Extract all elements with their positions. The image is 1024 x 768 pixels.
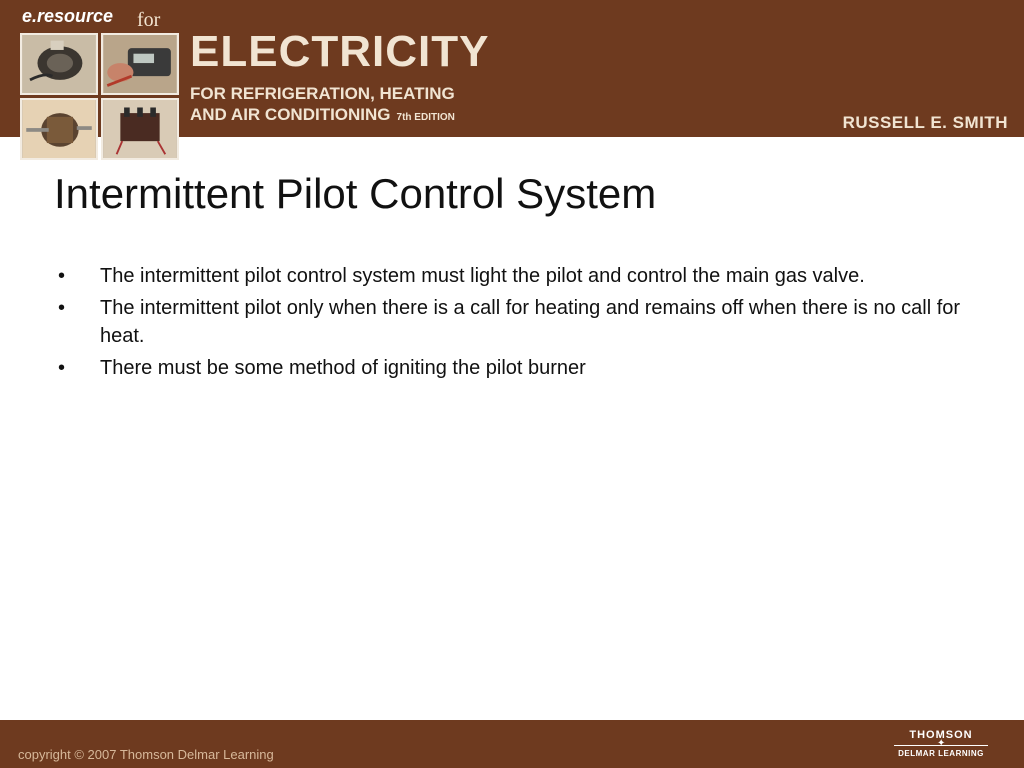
book-subtitle-line1: FOR REFRIGERATION, HEATING	[190, 84, 455, 103]
motor-photo	[20, 33, 98, 95]
bullet-text: There must be some method of igniting the pilot burner	[100, 357, 586, 379]
bullet-item	[58, 354, 963, 382]
book-title: ELECTRICITY	[190, 27, 490, 76]
book-subtitle-line2-text: AND AIR CONDITIONING	[190, 105, 391, 124]
star-icon: ✦	[937, 738, 946, 749]
copyright-text: copyright © 2007 Thomson Delmar Learning	[18, 747, 274, 762]
meter-image	[103, 35, 177, 93]
bullet-text: The intermittent pilot only when there is a call for heating and remains off when there is no call for heat.	[100, 297, 961, 347]
brand-for: for	[137, 9, 161, 31]
bullet-dot: •	[58, 297, 66, 319]
edition-label: 7th EDITION	[396, 112, 455, 123]
bullet-item	[58, 294, 963, 350]
bullet-text: The intermittent pilot control system must light the pilot and control the main gas valve.	[100, 265, 865, 287]
meter-photo	[101, 33, 179, 95]
fan-motor-image	[22, 100, 96, 158]
fan-motor-photo	[20, 98, 98, 160]
brand-logo: e.resource	[22, 6, 114, 26]
footer-banner	[0, 720, 1024, 768]
cover-photos	[20, 33, 180, 159]
publisher-subname: DELMAR LEARNING	[898, 749, 984, 758]
relay-image	[103, 100, 177, 158]
publisher-name: THOMSON	[909, 729, 973, 741]
bullet-list	[58, 262, 963, 386]
slide-title: Intermittent Pilot Control System	[54, 170, 657, 217]
bullet-item	[58, 262, 963, 290]
relay-photo	[101, 98, 179, 160]
publisher-divider	[894, 738, 988, 749]
book-subtitle-line2	[190, 106, 455, 123]
bullet-dot: •	[58, 357, 66, 379]
publisher-logo	[894, 729, 988, 758]
motor-image	[22, 35, 96, 93]
bullet-dot: •	[58, 265, 66, 287]
author-name: RUSSELL E. SMITH	[842, 113, 1008, 132]
